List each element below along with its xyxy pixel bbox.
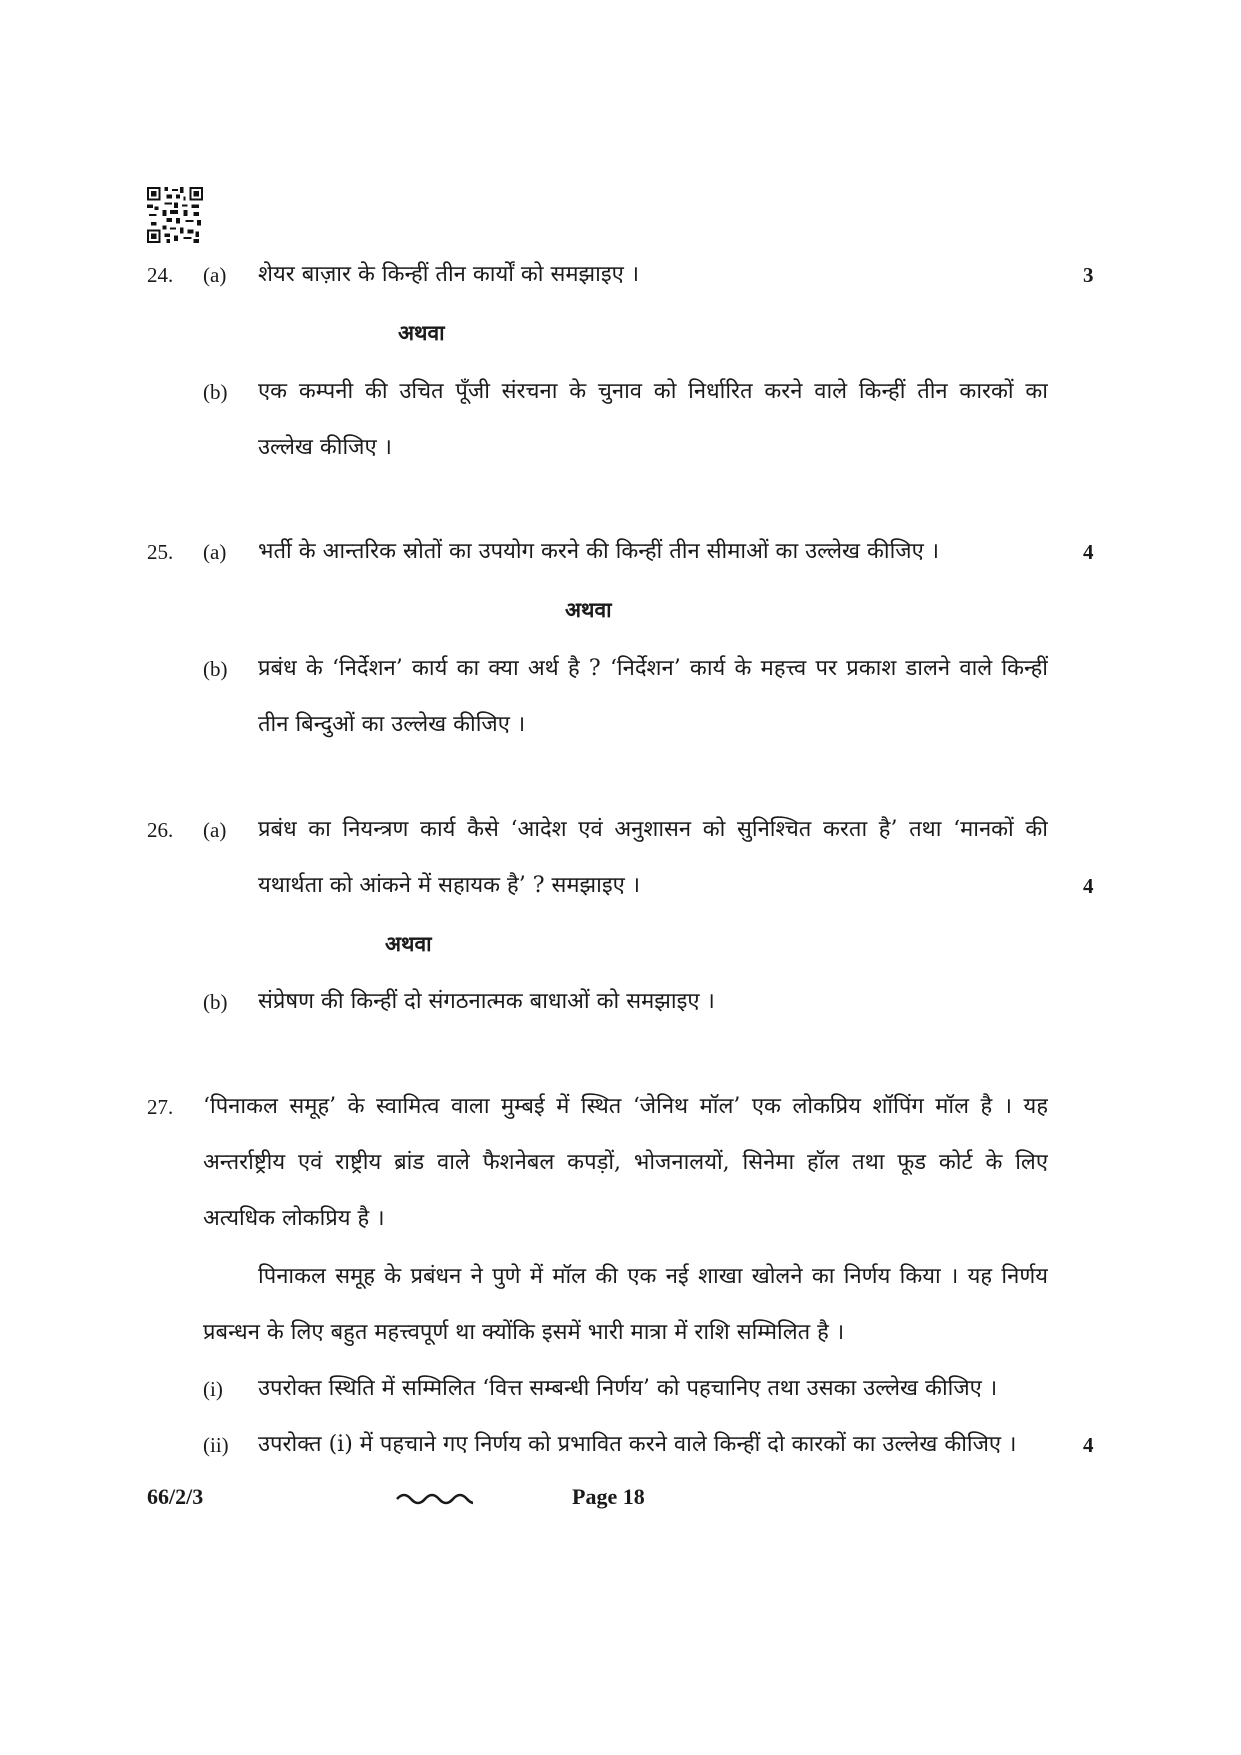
question-25-number: 25.	[147, 540, 174, 564]
question-24-marks: 3	[1083, 263, 1094, 287]
question-27-para-1-line-2: अन्तर्राष्ट्रीय एवं राष्ट्रीय ब्रांड वाले फैशनेबल कपड़ों, भोजनालयों, सिनेमा हॉल तथा फूड कोर्ट के लिए	[203, 1150, 1048, 1175]
question-24-b-line-2: उल्लेख कीजिए ।	[258, 435, 392, 460]
question-25-a-label: (a)	[203, 540, 227, 564]
question-25-or: अथवा	[565, 597, 612, 622]
question-26-a-label: (a)	[203, 818, 227, 842]
question-26-number: 26.	[147, 818, 174, 842]
question-26-b-label: (b)	[203, 990, 228, 1014]
question-26-b-text: संप्रेषण की किन्हीं दो संगठनात्मक बाधाओं को समझाइए ।	[258, 989, 715, 1014]
question-24-a-label: (a)	[203, 263, 227, 287]
question-24-a-text: शेयर बाज़ार के किन्हीं तीन कार्यों को समझाइए ।	[258, 262, 640, 287]
qr-code-icon	[147, 187, 203, 243]
paper-code: 66/2/3	[147, 1484, 204, 1509]
question-25-a-text: भर्ती के आन्तरिक स्रोतों का उपयोग करने की किन्हीं तीन सीमाओं का उल्लेख कीजिए ।	[258, 539, 940, 564]
question-26-marks: 4	[1083, 874, 1094, 898]
wave-ornament-icon	[395, 1488, 473, 1508]
question-27-para-1-line-1: ‘पिनाकल समूह’ के स्वामित्व वाला मुम्बई में स्थित ‘जेनिथ मॉल’ एक लोकप्रिय शॉपिंग मॉल है । यह	[203, 1094, 1048, 1119]
question-24-or: अथवा	[398, 320, 445, 345]
question-26-a-line-2: यथार्थता को आंकने में सहायक है’ ? समझाइए ।	[258, 873, 641, 898]
question-25-b-line-2: तीन बिन्दुओं का उल्लेख कीजिए ।	[258, 712, 526, 737]
question-24-b-label: (b)	[203, 380, 228, 404]
question-27-para-2-line-1: पिनाकल समूह के प्रबंधन ने पुणे में मॉल की एक नई शाखा खोलने का निर्णय किया । यह निर्णय	[258, 1264, 1048, 1289]
question-25-b-label: (b)	[203, 657, 228, 681]
question-25-marks: 4	[1083, 540, 1094, 564]
question-27-i-text: उपरोक्त स्थिति में सम्मिलित ‘वित्त सम्बन्धी निर्णय’ को पहचानिए तथा उसका उल्लेख कीजिए ।	[258, 1376, 998, 1401]
question-27-para-1-line-3: अत्यधिक लोकप्रिय है ।	[203, 1206, 385, 1231]
question-27-ii-text: उपरोक्त (i) में पहचाने गए निर्णय को प्रभावित करने वाले किन्हीं दो कारकों का उल्लेख कीजिए ।	[258, 1432, 1017, 1457]
question-24-b-line-1: एक कम्पनी की उचित पूँजी संरचना के चुनाव को निर्धारित करने वाले किन्हीं तीन कारकों का	[258, 379, 1048, 404]
page-number: Page 18	[572, 1484, 645, 1509]
question-27-marks: 4	[1083, 1433, 1094, 1457]
question-27-ii-label: (ii)	[203, 1433, 229, 1457]
question-26-a-line-1: प्रबंध का नियन्त्रण कार्य कैसे ‘आदेश एवं अनुशासन को सुनिश्चित करता है’ तथा ‘मानकों की	[258, 817, 1048, 842]
question-27-i-label: (i)	[203, 1377, 223, 1401]
question-24-number: 24.	[147, 263, 174, 287]
question-26-or: अथवा	[385, 931, 432, 956]
question-27-para-2-line-2: प्रबन्धन के लिए बहुत महत्त्वपूर्ण था क्योंकि इसमें भारी मात्रा में राशि सम्मिलित है ।	[203, 1320, 845, 1345]
question-25-b-line-1: प्रबंध के ‘निर्देशन’ कार्य का क्या अर्थ है ? ‘निर्देशन’ कार्य के महत्त्व पर प्रकाश डालने वाले किन्हीं	[258, 656, 1048, 681]
question-27-number: 27.	[147, 1095, 174, 1119]
